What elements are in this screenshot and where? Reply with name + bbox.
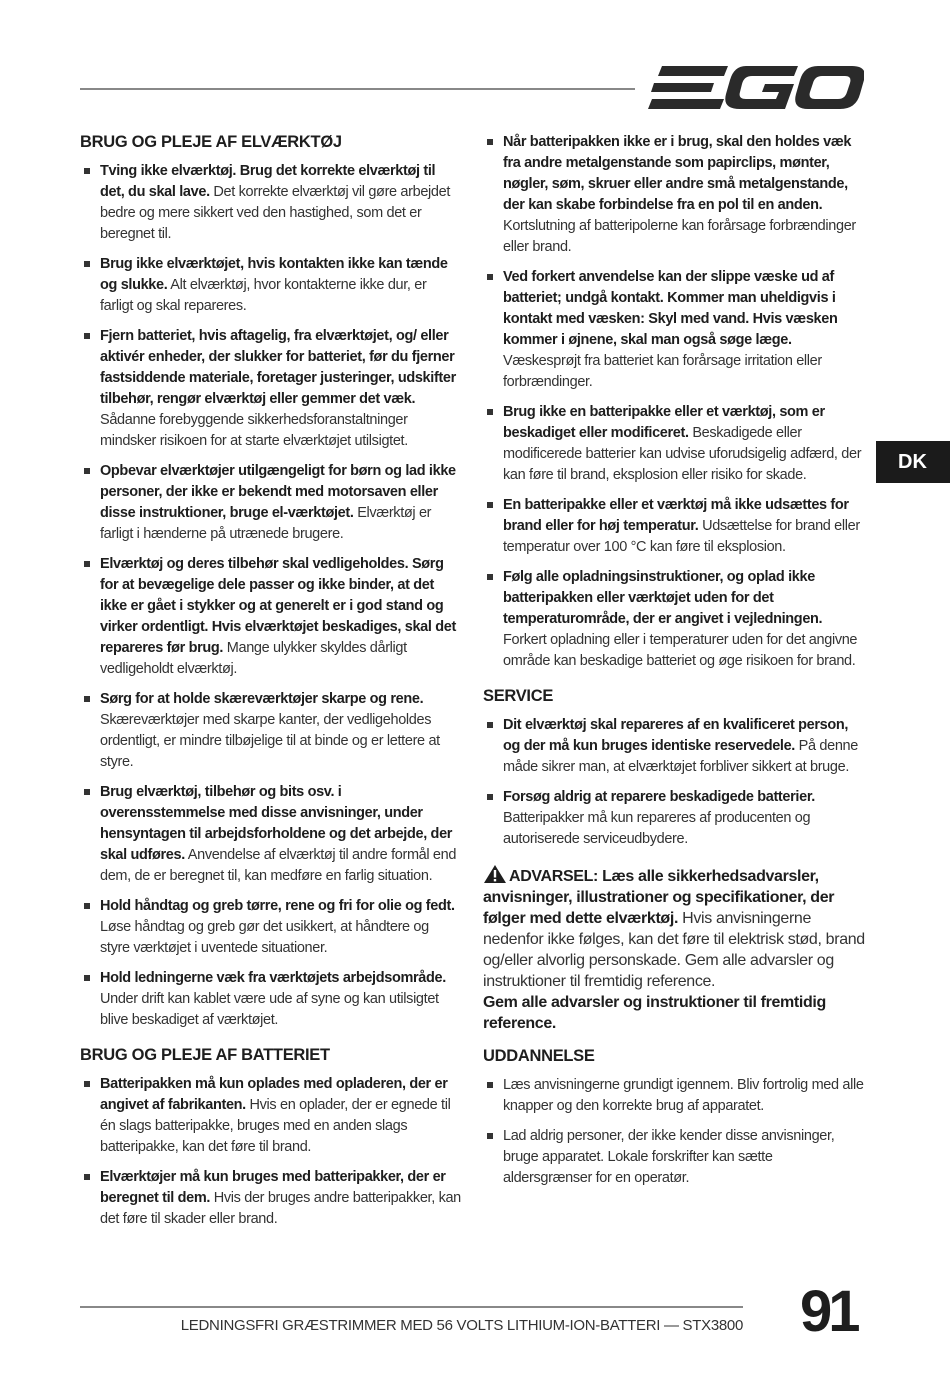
section-heading-training: UDDANNELSE [483, 1047, 595, 1065]
tool-care-list [80, 161, 462, 1031]
warning-block [483, 864, 865, 1034]
footer-rule [80, 1306, 743, 1308]
warning-triangle-icon [483, 864, 507, 884]
section-heading-battery-care: BRUG OG PLEJE AF BATTERIET [80, 1046, 330, 1064]
list-item: Følg alle opladningsinstruktioner, og oplad ikke batteripakken eller værktøjet uden for det temperaturområde, der er angivet i vejledningen. Forkert opladning eller i temperaturer uden for det angivne område kan beskadige batteriet og øge risikoen for brand. [483, 567, 865, 672]
list-item: Brug ikke elværktøjet, hvis kontakten ikke kan tænde og slukke. Alt elværktøj, hvor kontakterne ikke dur, er farligt og skal repareres. [80, 254, 462, 317]
ego-logo [648, 62, 864, 114]
list-item: Når batteripakken ikke er i brug, skal den holdes væk fra andre metalgenstande som papirclips, mønter, nøgler, søm, skruer eller andre små metalgenstande, der kan skabe forbindelse fra en pol til en anden. Kortslutning af batteripolerne kan forårsage forbrændinger eller brand. [483, 132, 865, 258]
list-item: Batteripakken må kun oplades med opladeren, der er angivet af fabrikanten. Hvis en oplader, der er egnede til én slags batteripakke, bruges med en anden slags batteripakke, kan det føre til brand. [80, 1074, 462, 1158]
warning-bold: Læs alle sikkerhedsadvarsler, anvisninger, illustrationer og specifikationer, der følger med dette elværktøj. [483, 868, 835, 927]
footer-title: LEDNINGSFRI GRÆSTRIMMER MED 56 VOLTS LITHIUM-ION-BATTERI — STX3800 [180, 1317, 743, 1334]
service-list [483, 715, 865, 850]
left-column [80, 132, 462, 1239]
list-item: Læs anvisningerne grundigt igennem. Bliv fortrolig med alle knapper og den korrekte brug af apparatet. [483, 1075, 865, 1117]
list-item: Elværktøjer må kun bruges med batteripakker, der er beregnet til dem. Hvis der bruges andre batteripakker, kan det føre til skader eller brand. [80, 1167, 462, 1230]
training-list [483, 1075, 865, 1189]
warning-label: ADVARSEL: [509, 868, 598, 885]
warning-bold-2: Gem alle advarsler og instruktioner til fremtidig reference. [483, 994, 826, 1032]
battery-care-list [80, 1074, 462, 1230]
list-item: Sørg for at holde skæreværktøjer skarpe og rene. Skæreværktøjer med skarpe kanter, der vedligeholdes ordentligt, er mindre tilbøjelige til at binde og er lettere at styre. [80, 689, 462, 773]
right-column [483, 132, 865, 1198]
list-item: Dit elværktøj skal repareres af en kvalificeret person, og der må kun bruges identiske reservedele. På denne måde sikrer man, at elværktøjet forbliver sikkert at bruge. [483, 715, 865, 778]
list-item: Ved forkert anvendelse kan der slippe væske ud af batteriet; undgå kontakt. Kommer man uheldigvis i kontakt med væsken: Skyl med vand. Hvis væsken kommer i øjnene, skal man også søge læge. Væskesprøjt fra batteriet kan forårsage irritation eller forbrændinger. [483, 267, 865, 393]
language-tab: DK [876, 441, 950, 483]
section-heading-service: SERVICE [483, 687, 554, 705]
list-item: Lad aldrig personer, der ikke kender disse anvisninger, bruge apparatet. Lokale forskrifter kan sætte aldersgrænser for en operatør. [483, 1126, 865, 1189]
list-item: Hold ledningerne væk fra værktøjets arbejdsområde. Under drift kan kablet være ude af syne og kan utilsigtet blive beskadiget af værktøjet. [80, 968, 462, 1031]
list-item: Tving ikke elværktøj. Brug det korrekte elværktøj til det, du skal lave. Det korrekte elværktøj vil gøre arbejdet bedre og mere sikkert ved den hastighed, som det er beregnet til. [80, 161, 462, 245]
list-item: En batteripakke eller et værktøj må ikke udsættes for brand eller for høj temperatur. Udsættelse for brand eller temperatur over 100 °C kan føre til eksplosion. [483, 495, 865, 558]
list-item: Fjern batteriet, hvis aftagelig, fra elværktøjet, og/ eller aktivér enheder, der slukker for batteriet, før du fjerner fastsiddende materiale, foretager justeringer, udskifter tilbehør, rengør elværktøj eller gemmer det væk. Sådanne forebyggende sikkerhedsforanstaltninger mindsker risikoen for at starte elværktøjet utilsigtet. [80, 326, 462, 452]
list-item: Forsøg aldrig at reparere beskadigede batterier. Batteripakker må kun repareres af producenten og autoriserede serviceudbydere. [483, 787, 865, 850]
list-item: Opbevar elværktøjer utilgængeligt for børn og lad ikke personer, der ikke er bekendt med motorsaven eller disse instruktioner, bruge el-værktøjet. Elværktøj er farligt i hænderne på utrænede brugere. [80, 461, 462, 545]
list-item: Hold håndtag og greb tørre, rene og fri for olie og fedt. Løse håndtag og greb gør det usikkert, at håndtere og styre værktøjet i uventede situationer. [80, 896, 462, 959]
page-number: 91 [800, 1279, 857, 1344]
list-item: Brug elværktøj, tilbehør og bits osv. i overensstemmelse med disse anvisninger, under hensyntagen til arbejdsforholdene og det arbejde, der skal udføres. Anvendelse af elværktøj til andre formål end dem, de er beregnet til, kan medføre en farlig situation. [80, 782, 462, 887]
battery-care-list-continued [483, 132, 865, 672]
section-heading-tool-care: BRUG OG PLEJE AF ELVÆRKTØJ [80, 133, 342, 151]
list-item: Elværktøj og deres tilbehør skal vedligeholdes. Sørg for at bevægelige dele passer og ikke binder, at det ikke er gået i stykker og at generelt er i god stand og virker ordentligt. Hvis elværktøjet beskadiges, skal det repareres før brug. Mange ulykker skyldes dårligt vedligeholdt elværktøj. [80, 554, 462, 680]
header-rule [80, 88, 635, 90]
list-item: Brug ikke en batteripakke eller et værktøj, som er beskadiget eller modificeret. Beskadigede eller modificerede batterier kan udvise uforudsigelig adfærd, der kan føre til brand, eksplosion eller risiko for skade. [483, 402, 865, 486]
warning-text: Hvis anvisningerne nedenfor ikke følges, kan det føre til elektrisk stød, brand og/eller alvorlig personskade. Gem alle advarsler og instruktioner til fremtidig reference. [483, 910, 865, 990]
